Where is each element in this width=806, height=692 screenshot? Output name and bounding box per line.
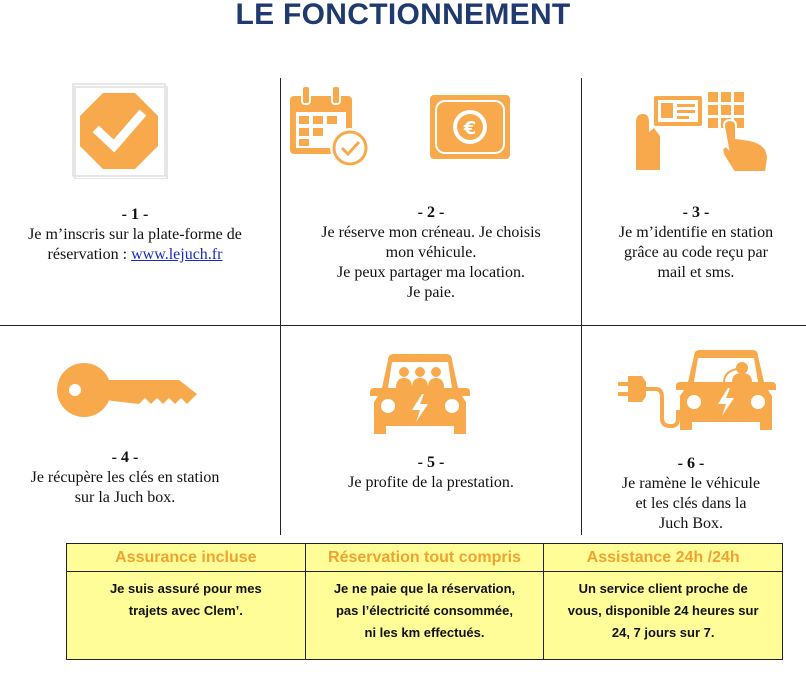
table-header: Réservation tout compris: [305, 544, 544, 572]
step-text: et les clés dans la: [635, 495, 747, 512]
grid-divider: [581, 78, 582, 535]
table-row: [67, 572, 783, 660]
step-number: - 5 -: [417, 454, 445, 471]
step-number: - 2 -: [417, 204, 445, 221]
table-cell: [67, 572, 306, 660]
svg-text:€: €: [463, 118, 477, 139]
step-description: [281, 223, 581, 303]
step-text: Je m’inscris sur la plate-forme de: [28, 226, 242, 243]
step-description: [0, 225, 270, 265]
step-text: Je m’identifie en station: [618, 224, 774, 241]
step-text: Je ramène le véhicule: [621, 475, 761, 492]
cell-text: Je suis assuré pour mes: [109, 581, 262, 596]
step-text: Je paie.: [407, 284, 455, 301]
step-text: Je profite de la prestation.: [348, 474, 514, 491]
car-passengers-icon: [370, 350, 470, 440]
cell-text: ni les km effectués.: [364, 625, 485, 640]
cell-text: Je ne paie que la réservation,: [333, 581, 516, 596]
step-description: [281, 473, 581, 493]
table-cell: [544, 572, 783, 660]
cell-text: 24, 7 jours sur 7.: [611, 625, 715, 640]
step-number: - 3 -: [682, 204, 710, 221]
cell-text: trajets avec Clem’.: [128, 603, 243, 618]
website-link[interactable]: www.lejuch.fr: [131, 246, 223, 263]
check-badge-icon: [72, 83, 168, 179]
step-text: Je peux partager ma location.: [337, 264, 525, 281]
table-header-row: [67, 544, 783, 572]
step-text: réservation :: [47, 246, 132, 263]
step-text: Je réserve mon créneau. Je choisis: [321, 224, 541, 241]
step-text: Je récupère les clés en station: [30, 469, 220, 486]
cell-text: pas l’électricité consommée,: [335, 603, 513, 618]
table-header: Assistance 24h /24h: [544, 544, 783, 572]
table-cell: [305, 572, 544, 660]
step-text: grâce au code reçu par: [624, 244, 768, 261]
step-text: mail et sms.: [657, 264, 735, 281]
step-description: [591, 474, 791, 534]
benefits-table: [66, 543, 783, 660]
grid-divider: [0, 325, 806, 326]
cell-text: vous, disponible 24 heures sur: [567, 603, 759, 618]
euro-banknote-icon: [430, 95, 510, 159]
table-header: Assurance incluse: [67, 544, 306, 572]
key-icon: [57, 362, 202, 418]
step-number: - 4 -: [111, 449, 139, 466]
step-text: mon véhicule.: [385, 244, 477, 261]
page-title: LE FONCTIONNEMENT: [235, 0, 571, 31]
step-description: [591, 223, 801, 283]
calendar-check-icon: [288, 86, 372, 170]
step-text: Juch Box.: [659, 515, 723, 532]
cell-text: Un service client proche de: [578, 581, 748, 596]
step-description: [0, 468, 250, 508]
id-card-keypad-icon: [632, 88, 772, 172]
step-number: - 6 -: [677, 455, 705, 472]
step-text: sur la Juch box.: [74, 489, 176, 506]
electric-car-plug-icon: [616, 348, 776, 438]
step-number: - 1 -: [121, 206, 149, 223]
